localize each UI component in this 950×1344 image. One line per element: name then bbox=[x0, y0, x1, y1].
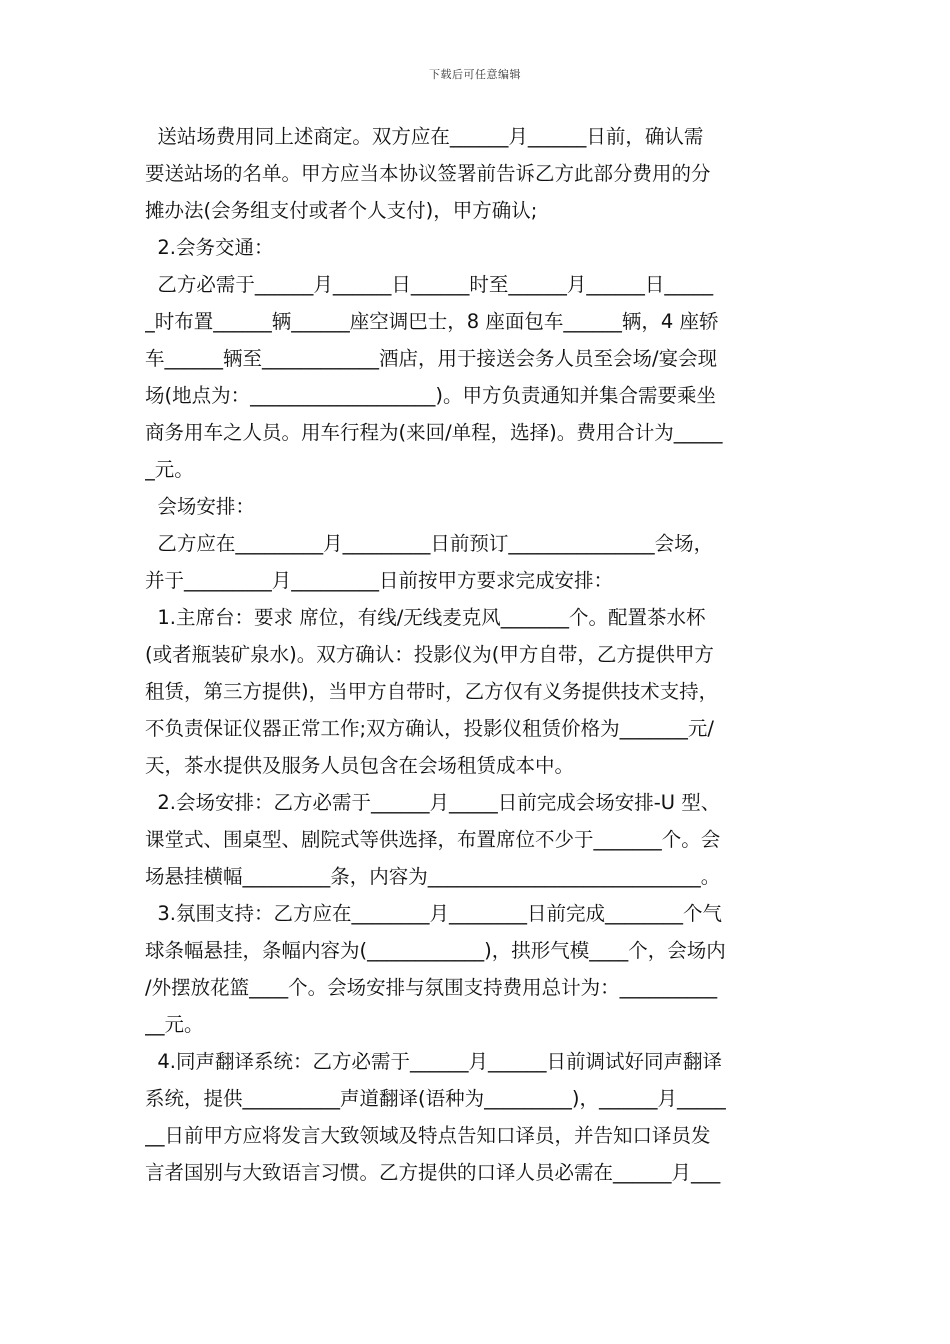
text-line: 要送站场的名单。甲方应当本协议签署前告诉乙方此部分费用的分 bbox=[145, 162, 711, 185]
text-line: 摊办法(会务组支付或者个人支付)，甲方确认; bbox=[145, 199, 538, 222]
text-line: /外摆放花篮____个。会场安排与氛围支持费用总计为：__________ bbox=[145, 976, 718, 999]
text-line: 天，茶水提供及服务人员包含在会场租赁成本中。 bbox=[145, 754, 575, 777]
text-line: 不负责保证仪器正常工作;双方确认，投影仪租赁价格为_______元/ bbox=[145, 717, 714, 740]
text-line: 4.同声翻译系统：乙方必需于______月______日前调试好同声翻译 bbox=[145, 1050, 723, 1073]
text-line: _时布置______辆______座空调巴士，8 座面包车______辆，4 座轿 bbox=[145, 310, 719, 333]
text-line: 言者国别与大致语言习惯。乙方提供的口译人员必需在______月___ bbox=[145, 1161, 721, 1184]
text-line: 2.会务交通： bbox=[145, 236, 274, 259]
text-line: __元。 bbox=[145, 1013, 204, 1036]
text-line: 球条幅悬挂，条幅内容为(____________)，拱形气模____个，会场内 bbox=[145, 939, 726, 962]
text-line: 车______辆至____________酒店，用于接送会务人员至会场/宴会现 bbox=[145, 347, 718, 370]
text-line: (或者瓶装矿泉水)。双方确认：投影仪为(甲方自带，乙方提供甲方 bbox=[145, 643, 714, 666]
text-line: __日前甲方应将发言大致领域及特点告知口译员，并告知口译员发 bbox=[145, 1124, 711, 1147]
text-line: 租赁，第三方提供)，当甲方自带时，乙方仅有义务提供技术支持， bbox=[145, 680, 719, 703]
text-line: _元。 bbox=[145, 458, 194, 481]
document-body bbox=[145, 118, 810, 1191]
text-line: 送站场费用同上述商定。双方应在______月______日前，确认需 bbox=[145, 125, 704, 148]
text-line: 乙方必需于______月______日______时至______月______日_____ bbox=[145, 273, 714, 296]
text-line: 2.会场安排：乙方必需于______月_____日前完成会场安排-U 型、 bbox=[145, 791, 721, 814]
text-line: 场(地点为：___________________)。甲方负责通知并集合需要乘坐 bbox=[145, 384, 716, 407]
text-line: 3.氛围支持：乙方应在________月________日前完成________个气 bbox=[145, 902, 723, 925]
text-line: 乙方应在_________月_________日前预订_______________会场， bbox=[145, 532, 714, 555]
text-line: 会场安排： bbox=[145, 495, 255, 518]
text-line: 系统，提供__________声道翻译(语种为_________)，______月_____ bbox=[145, 1087, 726, 1110]
text-line: 商务用车之人员。用车行程为(来回/单程，选择)。费用合计为_____ bbox=[145, 421, 723, 444]
text-line: 并于_________月_________日前按甲方要求完成安排： bbox=[145, 569, 614, 592]
text-line: 1.主席台：要求 席位，有线/无线麦克风_______个。配置茶水杯 bbox=[145, 606, 706, 629]
text-line: 课堂式、围桌型、剧院式等供选择，布置席位不少于_______个。会 bbox=[145, 828, 721, 851]
text-line: 场悬挂横幅_________条，内容为____________________________。 bbox=[145, 865, 721, 888]
page-header: 下载后可任意编辑 bbox=[429, 68, 521, 81]
